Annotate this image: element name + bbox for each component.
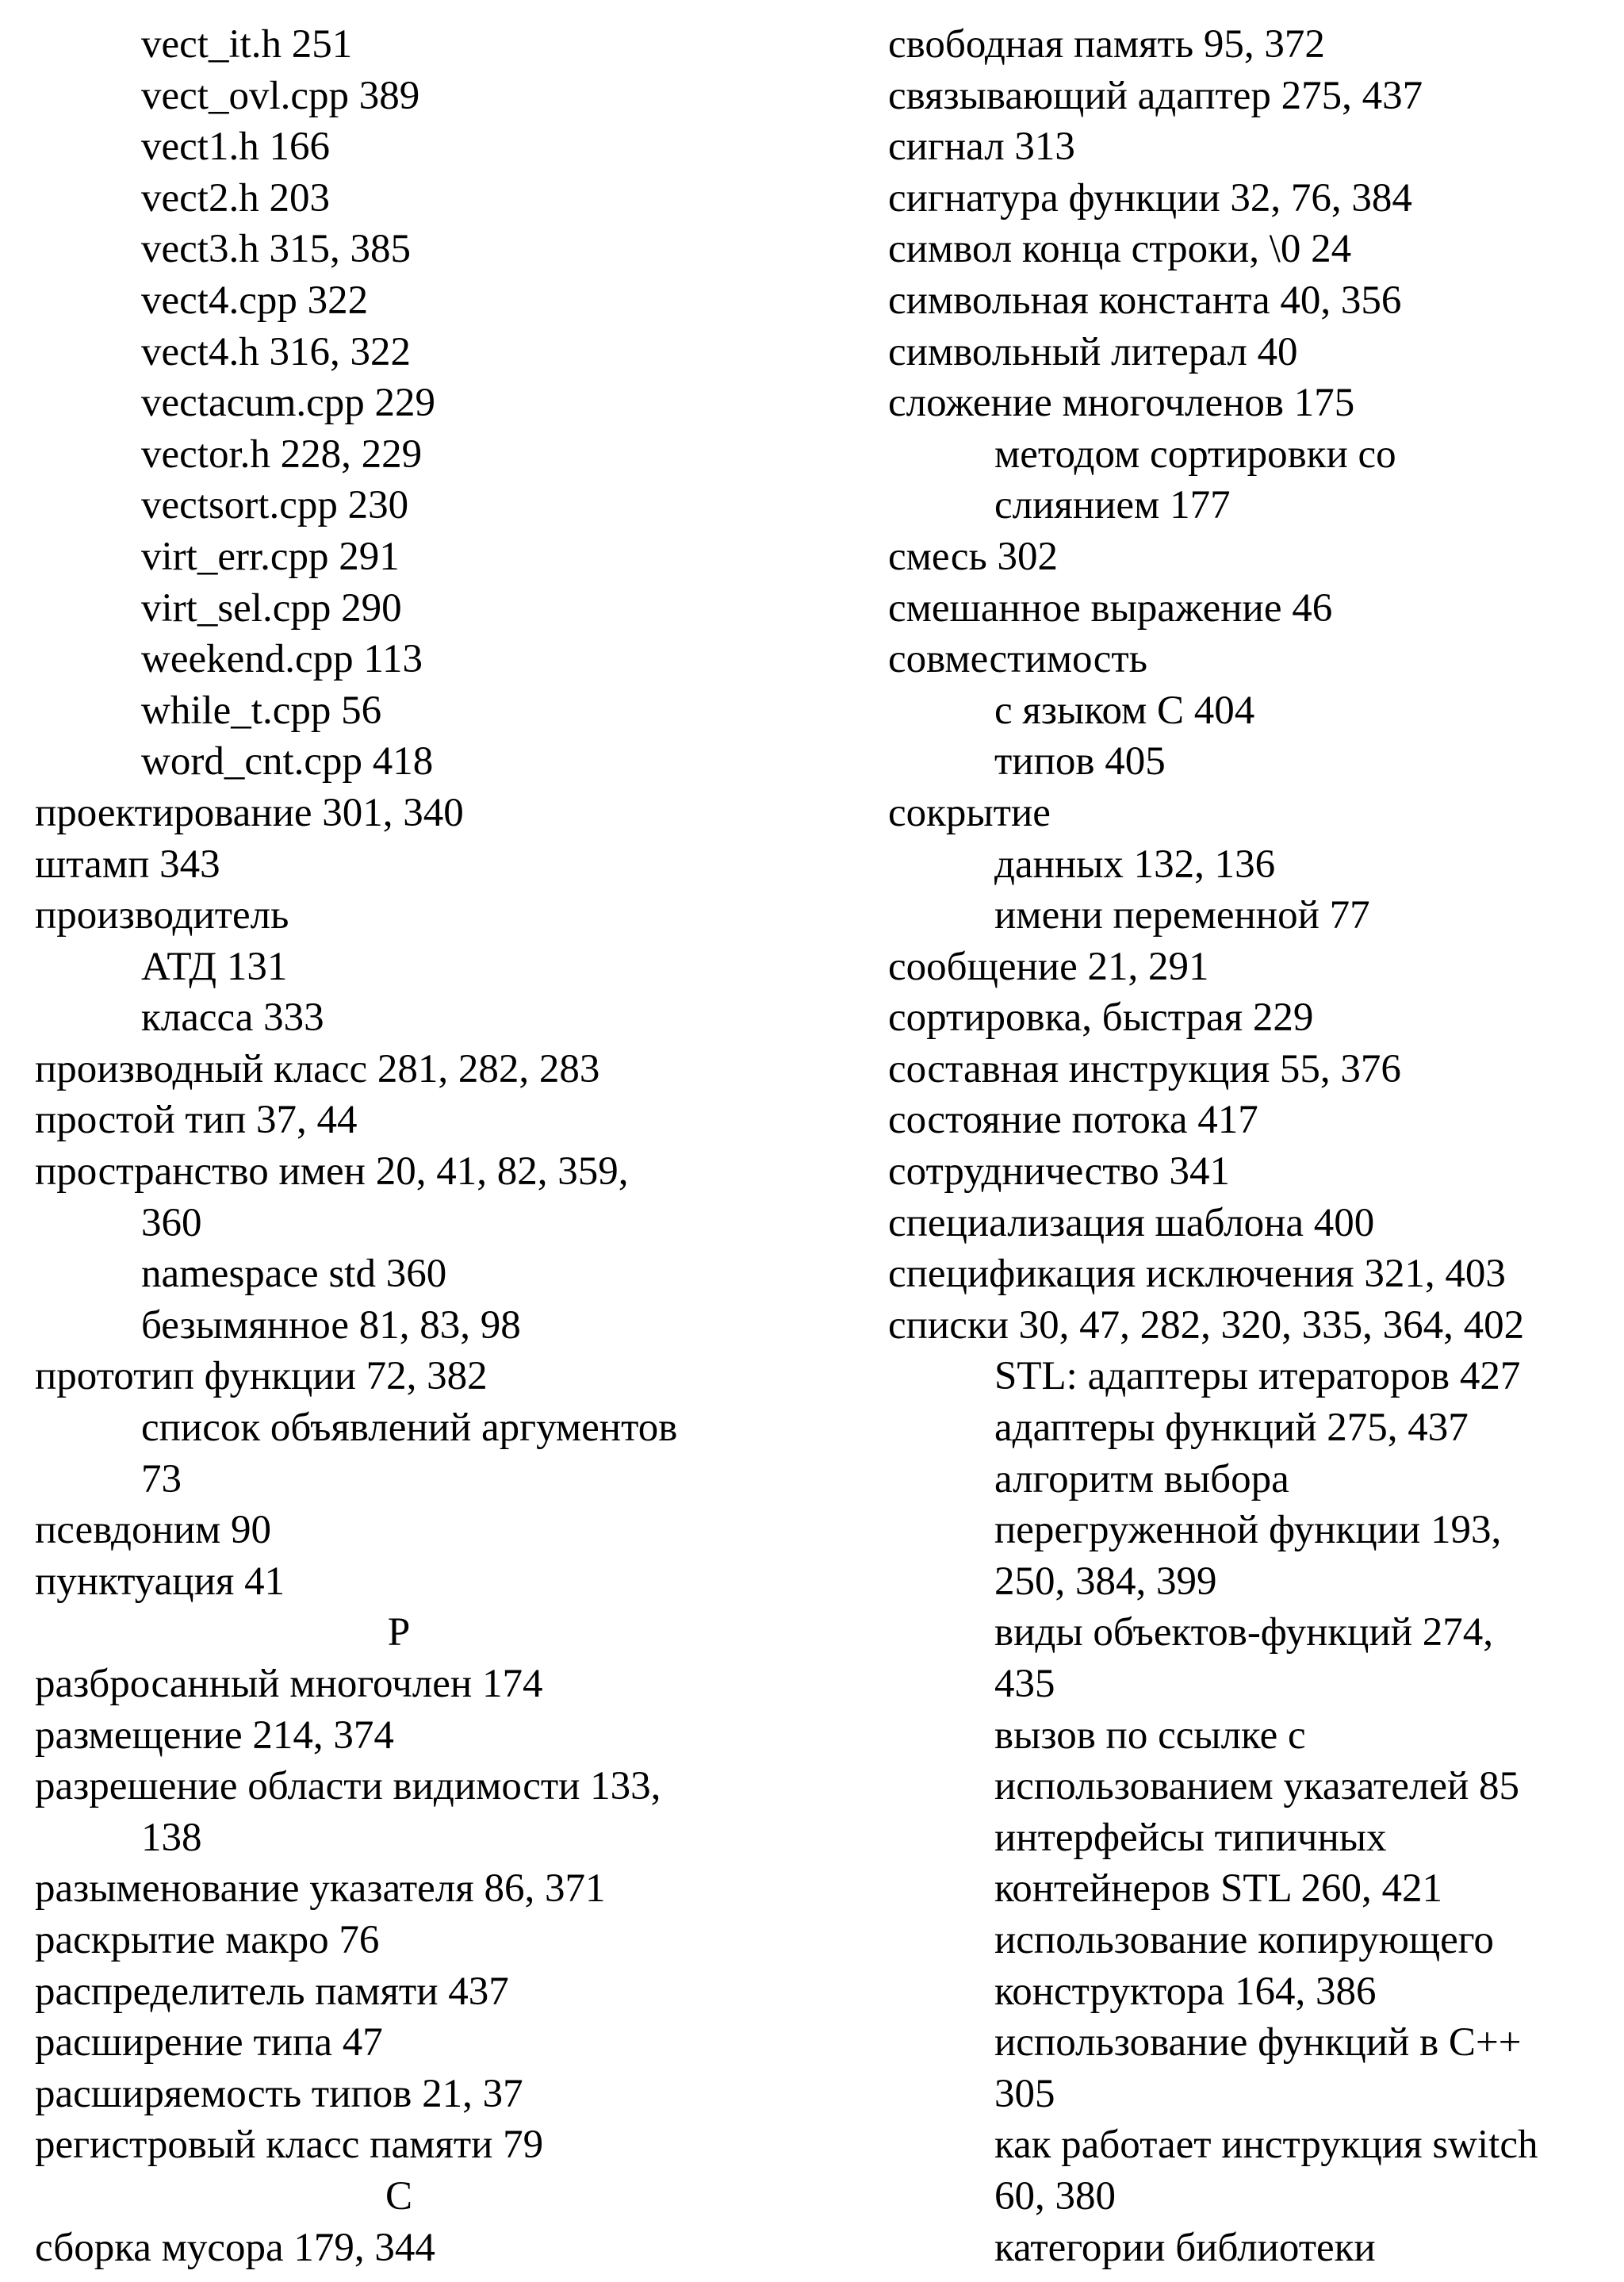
index-subentry: 73	[141, 1456, 182, 1502]
index-subentry: 138	[141, 1815, 202, 1860]
index-entry: пространство имен 20, 41, 82, 359,	[35, 1149, 629, 1195]
index-right-column	[888, 19, 1618, 2273]
index-subentry: vect1.h 166	[141, 125, 330, 170]
index-entry: расширяемость типов 21, 37	[35, 2071, 523, 2116]
index-entry: распределитель памяти 437	[35, 1969, 509, 2014]
index-subentry: использование функций в C++	[994, 2020, 1522, 2065]
index-entry: состояние потока 417	[888, 1098, 1258, 1143]
index-subentry: данных 132, 136	[994, 842, 1276, 887]
index-subentry: vect_ovl.cpp 389	[141, 73, 420, 118]
index-entry: производитель	[35, 893, 289, 938]
index-entry: списки 30, 47, 282, 320, 335, 364, 402	[888, 1302, 1525, 1348]
index-subentry: слиянием 177	[994, 483, 1231, 528]
index-subentry: с языком С 404	[994, 688, 1255, 733]
index-subentry: weekend.cpp 113	[141, 637, 423, 682]
index-entry: сложение многочленов 175	[888, 381, 1355, 426]
index-subentry: vect4.h 316, 322	[141, 329, 411, 374]
index-entry: псевдоним 90	[35, 1508, 272, 1553]
index-subentry: контейнеров STL 260, 421	[994, 1866, 1442, 1912]
index-entry: совместимость	[888, 637, 1147, 682]
index-entry: сигнатура функции 32, 76, 384	[888, 175, 1412, 221]
index-entry: прототип функции 72, 382	[35, 1354, 488, 1399]
index-subentry: STL: адаптеры итераторов 427	[994, 1354, 1521, 1399]
index-entry: сигнал 313	[888, 125, 1075, 170]
index-left-column	[35, 19, 812, 2273]
index-subentry: интерфейсы типичных	[994, 1815, 1387, 1860]
index-entry: простой тип 37, 44	[35, 1098, 358, 1143]
index-entry: проектирование 301, 340	[35, 790, 464, 835]
index-subentry: word_cnt.cpp 418	[141, 739, 434, 784]
index-subentry: vect3.h 315, 385	[141, 227, 411, 272]
index-subentry: виды объектов-функций 274,	[994, 1610, 1494, 1655]
index-subentry: использованием указателей 85	[994, 1764, 1520, 1809]
index-entry: сотрудничество 341	[888, 1149, 1230, 1195]
index-entry: разыменование указателя 86, 371	[35, 1866, 606, 1912]
index-entry: связывающий адаптер 275, 437	[888, 73, 1423, 118]
index-subentry: 60, 380	[994, 2173, 1116, 2219]
index-entry: специализация шаблона 400	[888, 1200, 1375, 1245]
index-entry: разрешение области видимости 133,	[35, 1764, 661, 1809]
index-entry: составная инструкция 55, 376	[888, 1046, 1401, 1091]
index-entry: расширение типа 47	[35, 2020, 383, 2065]
index-entry: штамп 343	[35, 842, 220, 887]
index-entry: свободная память 95, 372	[888, 22, 1325, 67]
index-entry: размещение 214, 374	[35, 1712, 394, 1758]
index-subentry: 435	[994, 1662, 1055, 1706]
index-section-letter: С	[385, 2173, 413, 2219]
index-subentry: 305	[994, 2071, 1055, 2116]
index-entry: сокрытие	[888, 790, 1051, 835]
index-entry: символьная константа 40, 356	[888, 278, 1402, 323]
index-subentry: алгоритм выбора	[994, 1456, 1289, 1502]
index-entry: производный класс 281, 282, 283	[35, 1046, 600, 1091]
index-subentry: типов 405	[994, 739, 1166, 784]
index-subentry: while_t.cpp 56	[141, 688, 382, 733]
index-subentry: 250, 384, 399	[994, 1559, 1217, 1604]
index-subentry: перегруженной функции 193,	[994, 1508, 1502, 1553]
index-subentry: namespace std 360	[141, 1252, 447, 1297]
index-entry: сортировка, быстрая 229	[888, 995, 1314, 1041]
index-subentry: класса 333	[141, 995, 324, 1041]
index-subentry: категории библиотеки	[994, 2225, 1376, 2270]
index-subentry: 360	[141, 1200, 202, 1245]
index-subentry: vect_it.h 251	[141, 22, 353, 67]
index-entry: пунктуация 41	[35, 1559, 285, 1604]
index-entry: смесь 302	[888, 534, 1058, 579]
index-entry: сообщение 21, 291	[888, 944, 1209, 989]
index-entry: регистровый класс памяти 79	[35, 2123, 544, 2168]
index-subentry: адаптеры функций 275, 437	[994, 1406, 1469, 1451]
index-entry: символьный литерал 40	[888, 329, 1298, 374]
index-subentry: использование копирующего	[994, 1917, 1494, 1962]
index-subentry: virt_sel.cpp 290	[141, 585, 402, 631]
index-subentry: имени переменной 77	[994, 893, 1370, 938]
index-subentry: vectacum.cpp 229	[141, 381, 436, 426]
index-subentry: вызов по ссылке с	[994, 1712, 1306, 1758]
index-subentry: vectsort.cpp 230	[141, 483, 409, 528]
index-subentry: vect4.cpp 322	[141, 278, 369, 323]
index-subentry: virt_err.cpp 291	[141, 534, 400, 579]
index-entry: раскрытие макро 76	[35, 1917, 380, 1962]
index-entry: сборка мусора 179, 344	[35, 2225, 435, 2270]
index-subentry: методом сортировки со	[994, 431, 1396, 477]
index-subentry: vector.h 228, 229	[141, 431, 423, 477]
index-subentry: безымянное 81, 83, 98	[141, 1302, 521, 1348]
index-entry: спецификация исключения 321, 403	[888, 1252, 1506, 1297]
index-subentry: АТД 131	[141, 944, 288, 989]
index-subentry: vect2.h 203	[141, 175, 330, 221]
index-subentry: как работает инструкция switch	[994, 2123, 1538, 2168]
index-section-letter: Р	[387, 1610, 411, 1655]
index-subentry: список объявлений аргументов	[141, 1406, 678, 1451]
index-entry: разбросанный многочлен 174	[35, 1662, 543, 1706]
index-entry: смешанное выражение 46	[888, 585, 1333, 631]
index-subentry: конструктора 164, 386	[994, 1969, 1377, 2014]
index-entry: символ конца строки, \0 24	[888, 227, 1352, 272]
